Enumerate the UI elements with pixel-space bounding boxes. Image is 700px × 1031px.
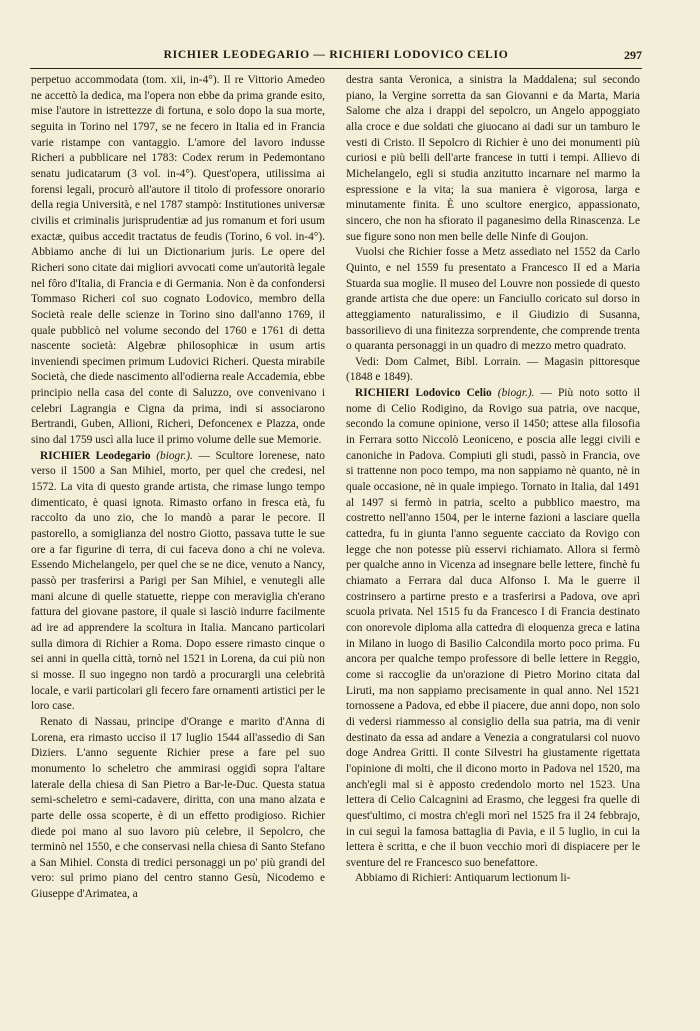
running-head: RICHIER LEODEGARIO — RICHIERI LODOVICO CELIO	[163, 48, 509, 61]
entry-richieri-lodovico-celio	[346, 386, 640, 871]
scan-watermark	[548, 1008, 658, 1031]
paragraph-sepolcro: destra santa Veronica, a sinistra la Maddalena; sul secondo piano, la Vergine sorretta da san Giovanni e da Marta, Maria Salome che alza i drappi del sepolcro, un Angelo appoggiato alla croce e due soldati che giuocano ai dadi sur un tamburo le vesti di Cristo. Il Sepolcro di Richier è uno dei monumenti più curiosi e più belli dell'arte francese in tutti i tempi. Allievo di Michelangelo, egli si studia anzitutto incarnare nel marmo la espressione e la vita; la sua maniera è vigorosa, larga e minutamente finita. È uno scultore energico, appassionato, sincero, che non ha sfiorato il paganesimo della Rinascenza. Le sue figure sono non men belle delle Ninfe di Goujon.	[346, 74, 640, 243]
entry-category: (biogr.).	[497, 387, 535, 400]
entry-text: — Scultore lorenese, nato verso il 1500 a San Mihiel, morto, per quel che credesi, nel 1572. La vita di questo grande artista, che rimase lungo tempo dimenticato, è quasi ignota. Rimasto orfano in fresca età, fu raccolto da uno zio, che lo mandò a parar le pecore. Il pastorello, a somiglianza del nostro Giotto, passava tutte le sue ore a far figurine di terra, di cui faceva dono a chi ne voleva. Essendo Michelangelo, per quel che se ne dice, venuto a Nancy, passò per trasferirsi a Parigi per San Mihiel, e venutegli alle mani alcune di quelle statuette, rieppe con meraviglia ch'erano fattura del giovane pastore, il quale si lasciò indurre facilmente ad ire ad apprendere la scoltura in Italia. Mancano particolari sulla dimora di Richier a Roma. Dopo essere rimasto cinque o sei anni in quella città, tornò nel 1521 in Lorena, da cui più non si mosse. Il suo ingegno non tardò a procurargli una celebrità locale, e varii particolari gli fecero fare ornamenti artistici per le loro case.	[31, 449, 325, 713]
entry-richier-leodegario	[31, 449, 325, 715]
entry-text: — Più noto sotto il nome di Celio Rodigino, da Rovigo sua patria, ove nacque, secondo la comune opinione, verso il 1450; attese alla filosofia in Ferrara sotto Niccolò Leoniceno, e poscia alle leggi civili e canoniche in Padova. Compiuti gli studi, passò in Francia, ove si trattenne non poco tempo, ma non sappiamo nè quanto, nè in quale occasione, nè in quale impiego. Tornato in Italia, dal 1491 al 1497 si fermò in patria, scelto a pubblico maestro, ma costretto nell'anno 1504, per le interne fazioni a lasciare quella cattedra, fu in giunta l'anno seguente cacciato da Rovigo con legge che non potesse più esservi richiamato. Allora si fermò per qualche anno in Vicenza ad insegnare belle lettere, finchè fu chiamato a Ferrara dal duca Alfonso I. Ma le guerre il costrinsero a partirne presto e a trasferirsi a Padova, ove aprì scuola privata. Nel 1515 fu da Francesco I di Francia destinato con onorevole diploma alla cattedra di eloquenza greca e latina in Milano in luogo di Basilio Calcondila morto poco prima. Fu ancora per qualche tempo professore di belle lettere in Reggio, come si raccoglie da un'orazione di Pietro Morino citata dal Liruti, ma non sappiamo precisamente in qual anno. Nel 1521 tornossene a Padova, ed ebbe il piacere, due anni dopo, non solo di vedersi riammesso al consiglio della sua patria, ma di venir destinato da essa ad andare a Venezia a congratularsi col nuovo doge Andrea Gritti. Il conte Silvestri ha giustamente rigettata l'opinione di molti, che il dicono morto in Padova nel 1520, ma anch'egli mal si è apposto credendolo morto nel 1523. Una lettera di Celio Calcagnini ad Erasmo, che leggesi fra quelle di quest'ultimo, ci mostra ch'egli morì nel 1525 fra il 24 febbrajo, in cui seguì la famosa battaglia di Pavia, e il 5 luglio, in cui la lettera è scritta, e che il buon vecchio morì di dispiacere per le sventure del re Francesco suo benefattore.	[346, 387, 640, 869]
paragraph-metz: Vuolsi che Richier fosse a Metz assediato nel 1552 da Carlo Quinto, e nel 1559 fu presentato a Francesco II ed a Maria Stuarda sua moglie. Il museo del Louvre non possiede di questo grande artista che due opere: un Fanciullo coricato sul dorso in atteggiamento naturalissimo, e il Giudizio di Susanna, bassorilievo di una finitezza sorprendente, che comprende trenta o quaranta personaggi in un quadro di mezzo metro quadrato.	[346, 246, 640, 353]
paragraph-renato-nassau: Renato di Nassau, principe d'Orange e marito d'Anna di Lorena, era rimasto ucciso il 17 luglio 1544 all'assedio di San Diziers. L'anno seguente Richier prese a fare pel suo monumento lo scheletro che ammirasi oggidì sopra l'altare laterale della chiesa di San Pietro a Bar-le-Duc. Questa statua semi-scheletro e semi-cadavere, diritta, con una mano alzata e parte delle ossa scoperte, è di un effetto prodigioso. Richier diede poi mano al suo lavoro più celebre, il Sepolcro, che terminò nel 1550, e che conservasi nella chiesa di Santo Stefano a San Mihiel. Consta di tredici personaggi un po' più grandi del vero: sul primo piano del centro stanno Gesù, Nicodemo e Giuseppe d'Arimatea, a	[31, 715, 325, 901]
paragraph-works-start: Abbiamo di Richieri: Antiquarum lectionum li-	[355, 872, 571, 885]
page-number: 297	[624, 48, 642, 62]
right-column	[346, 73, 640, 887]
paragraph-references: Vedi: Dom Calmet, Bibl. Lorrain. — Magasin pittoresque (1848 e 1849).	[346, 355, 640, 384]
page-header	[30, 44, 642, 69]
paragraph-richeri-works: perpetuo accommodata (tom. xii, in-4°). Il re Vittorio Amedeo ne accettò la dedica, ma l'opera non ebbe da prima grande esito, mise l'autore in istrettezze di fortuna, e solo dopo la sua morte, seguita in Torino nel 1797, se ne fecero in Italia ed in Francia varie ristampe con vantaggio. L'amore del lavoro indusse Richeri a pubblicare nel 1783: Codex rerum in Pedemontano senatu judicatarum (3 vol. in-4°). Quest'opera, utilissima ai forensi legali, procurò all'autore il titolo di professore onorario della regia Università, e nel 1787 stampò: Institutiones universæ civilis et criminalis jurisprudentiæ ad jus romanum et fori usum exactæ, quibus accedit tractatus de feudis (Torino, 6 vol. in-4°). Abbiamo anche di lui un Dictionarium juris. Le opere del Richeri sono citate dai migliori avvocati come un'autorità legale nel fôro d'Italia, di Francia e di Germania. Non è da confondersi Tommaso Richeri col suo cognato Lodovico, membro della Società reale delle scienze in Torino sino dall'anno 1769, il quale pubblicò nel volume secondo del 1760 e 1761 di detta nascente società: Algebræ philosophicæ in usum artis inveniendi specimen primum Ludovici Richeri. Questa mirabile Società, che diede nascimento all'odierna reale Accademia, ebbe principio nella casa del conte di Saluzzo, ove convenivano i celebri Lagrangia e Cigna da prima, indi si associarono Bertrandi, Guben, Allioni, Richeri, Defoncenex e Plazza, onde sino dal 1759 uscì alla luce il primo volume delle sue Memorie.	[31, 74, 325, 447]
entry-headword: RICHIER Leodegario	[40, 449, 151, 462]
left-column	[31, 73, 325, 903]
entry-headword: RICHIERI Lodovico Celio	[355, 387, 492, 400]
entry-category: (biogr.).	[156, 449, 193, 462]
